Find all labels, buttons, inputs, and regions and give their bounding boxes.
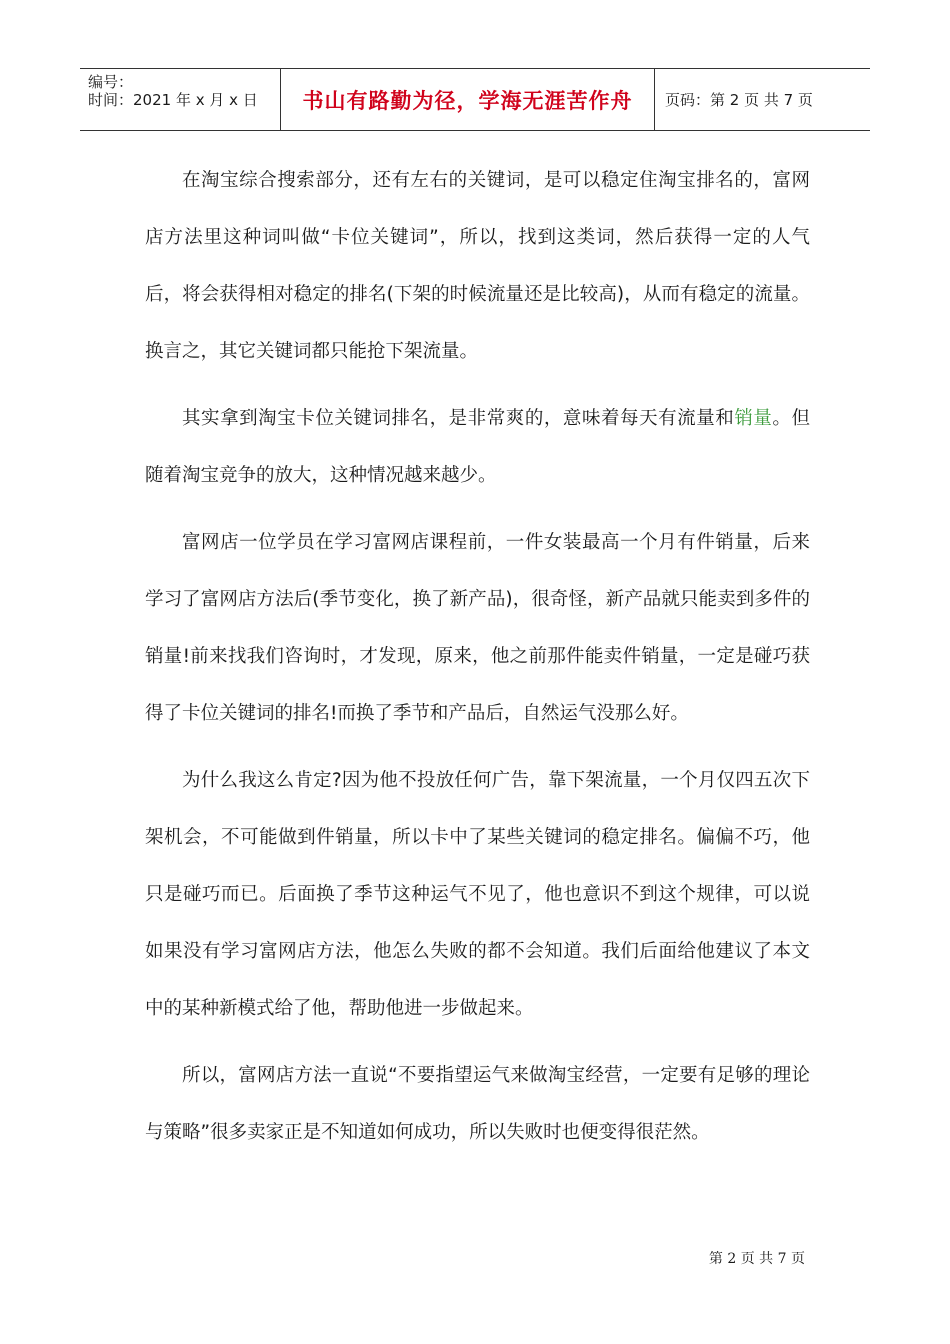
paragraph-4: 为什么我这么肯定?因为他不投放任何广告，靠下架流量，一个月仅四五次下架机会，不可能做到件销量，所以卡中了某些关键词的稳定排名。偏偏不巧，他只是碰巧而已。后面换了季节这种运气不见了，他也意识不到这个规律，可以说如果没有学习富网店方法，他怎么失败的都不会知道。我们后面给他建议了本文中的某种新模式给了他，帮助他进一步做起来。 [145,770,810,1019]
paragraph-2-after: 。但随着淘宝竞争的放大，这种情况越来越少。 [145,408,810,486]
time-label: 时间：2021 年 x 月 x 日 [88,91,258,109]
sales-link[interactable]: 销量 [734,408,773,429]
page-header [80,68,870,131]
paragraph-2-before: 其实拿到淘宝卡位关键词排名，是非常爽的，意味着每天有流量和 [182,408,735,429]
header-meta [80,69,281,130]
paragraph-1: 在淘宝综合搜索部分，还有左右的关键词，是可以稳定住淘宝排名的，富网店方法里这种词叫做“卡位关键词”，所以，找到这类词，然后获得一定的人气后，将会获得相对稳定的排名(下架的时候流量还是比较高)，从而有稳定的流量。换言之，其它关键词都只能抢下架流量。 [145,170,810,362]
header-motto-cell [281,69,655,130]
article-body [145,152,810,1171]
serial-label: 编号： [88,73,134,91]
page-footer: 第 2 页 共 7 页 [708,1251,805,1267]
paragraph-2 [145,390,810,504]
motto-text: 书山有路勤为径，学海无涯苦作舟 [302,87,633,113]
header-page-label: 页码：第 2 页 共 7 页 [665,91,813,109]
header-page-cell [655,69,870,130]
paragraph-5: 所以，富网店方法一直说“不要指望运气来做淘宝经营，一定要有足够的理论与策略”很多卖家正是不知道如何成功，所以失败时也便变得很茫然。 [145,1065,810,1143]
paragraph-3: 富网店一位学员在学习富网店课程前，一件女装最高一个月有件销量，后来学习了富网店方法后(季节变化，换了新产品)，很奇怪，新产品就只能卖到多件的销量!前来找我们咨询时，才发现，原来，他之前那件能卖件销量，一定是碰巧获得了卡位关键词的排名!而换了季节和产品后，自然运气没那么好。 [145,532,810,724]
